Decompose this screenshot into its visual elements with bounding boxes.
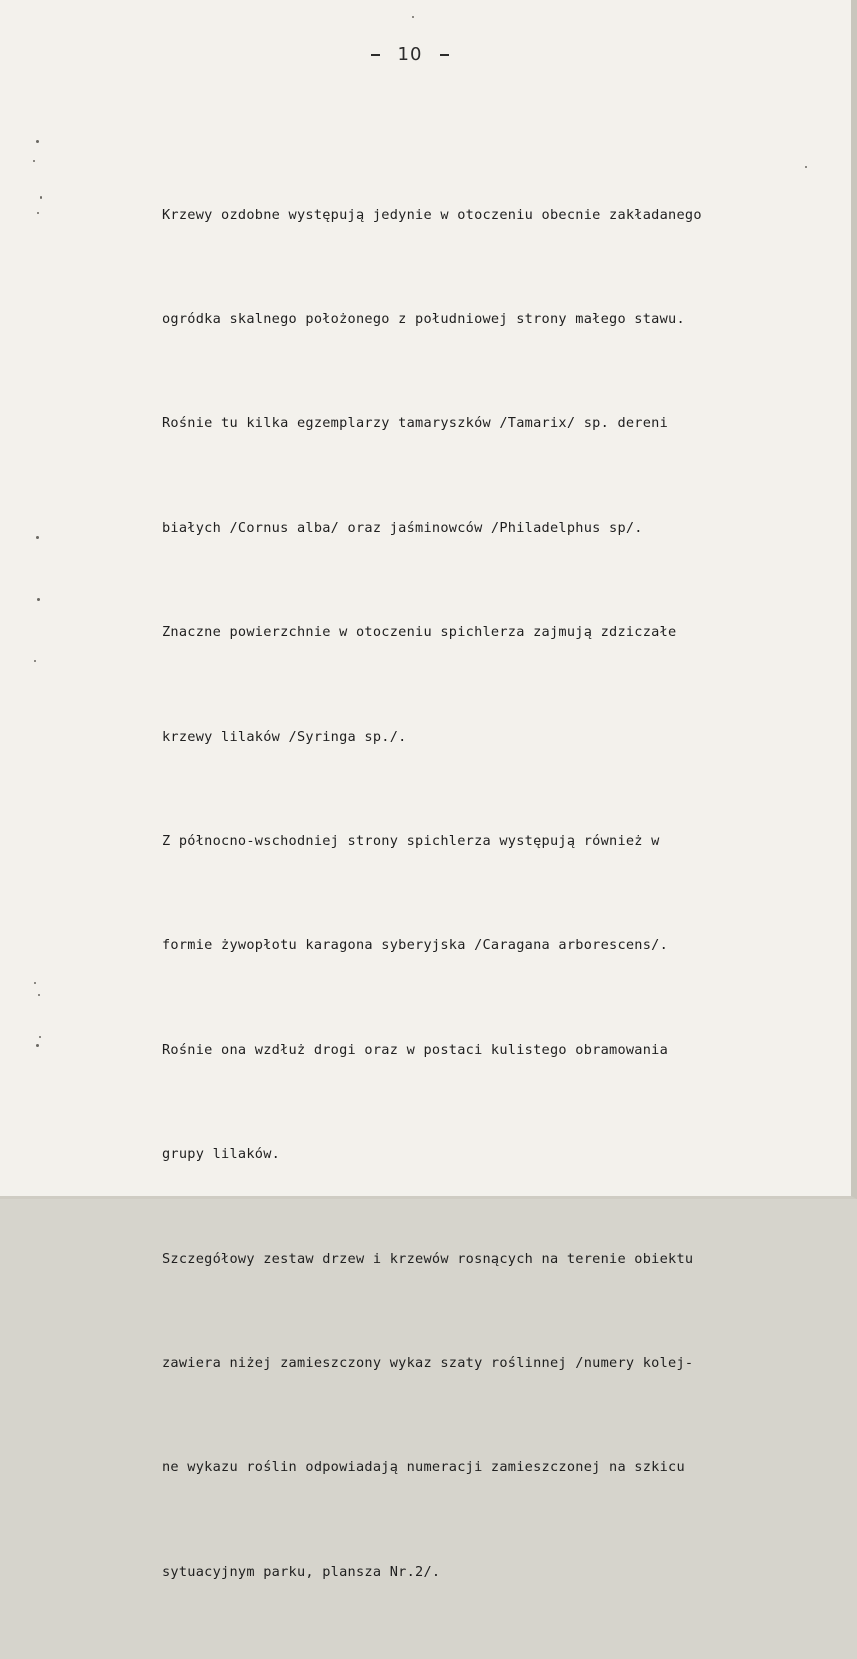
text-line: białych /Cornus alba/ oraz jaśminowców /Philadelphus sp/. bbox=[162, 519, 643, 536]
page-number-dash-right bbox=[440, 54, 449, 56]
margin-speck bbox=[37, 212, 39, 214]
body-text bbox=[162, 128, 852, 1659]
margin-speck bbox=[37, 598, 40, 601]
text-line: zawiera niżej zamieszczony wykaz szaty roślinnej /numery kolej- bbox=[162, 1354, 694, 1371]
text-line: sytuacyjnym parku, plansza Nr.2/. bbox=[162, 1563, 441, 1580]
margin-speck bbox=[34, 660, 36, 662]
text-line: Rośnie tu kilka egzemplarzy tamaryszków /Tamarix/ sp. dereni bbox=[162, 415, 669, 432]
text-line: formie żywopłotu karagona syberyjska /Caragana arborescens/. bbox=[162, 937, 669, 954]
margin-speck bbox=[34, 982, 36, 984]
margin-speck bbox=[412, 16, 414, 18]
text-line: Szczegółowy zestaw drzew i krzewów rosnących na terenie obiektu bbox=[162, 1250, 694, 1267]
page-number bbox=[0, 44, 820, 65]
text-line: grupy lilaków. bbox=[162, 1146, 281, 1163]
margin-speck bbox=[38, 994, 40, 996]
margin-speck bbox=[36, 1044, 39, 1047]
text-line: ogródka skalnego położonego z południowej strony małego stawu. bbox=[162, 310, 685, 327]
text-line: Z północno-wschodniej strony spichlerza występują również w bbox=[162, 832, 660, 849]
margin-speck bbox=[33, 160, 35, 162]
margin-speck bbox=[36, 140, 39, 143]
margin-speck bbox=[805, 166, 807, 168]
margin-speck bbox=[40, 196, 42, 199]
page-number-value: 10 bbox=[397, 44, 423, 65]
page-number-dash-left bbox=[371, 54, 380, 56]
text-line: Znaczne powierzchnie w otoczeniu spichlerza zajmują zdziczałe bbox=[162, 624, 677, 641]
margin-speck bbox=[39, 1036, 41, 1038]
text-line: ne wykazu roślin odpowiadają numeracji zamieszczonej na szkicu bbox=[162, 1459, 685, 1476]
text-line: Krzewy ozdobne występują jedynie w otoczeniu obecnie zakładanego bbox=[162, 206, 702, 223]
margin-speck bbox=[36, 536, 39, 539]
text-line: krzewy lilaków /Syringa sp./. bbox=[162, 728, 407, 745]
text-line: Rośnie ona wzdłuż drogi oraz w postaci kulistego obramowania bbox=[162, 1041, 669, 1058]
